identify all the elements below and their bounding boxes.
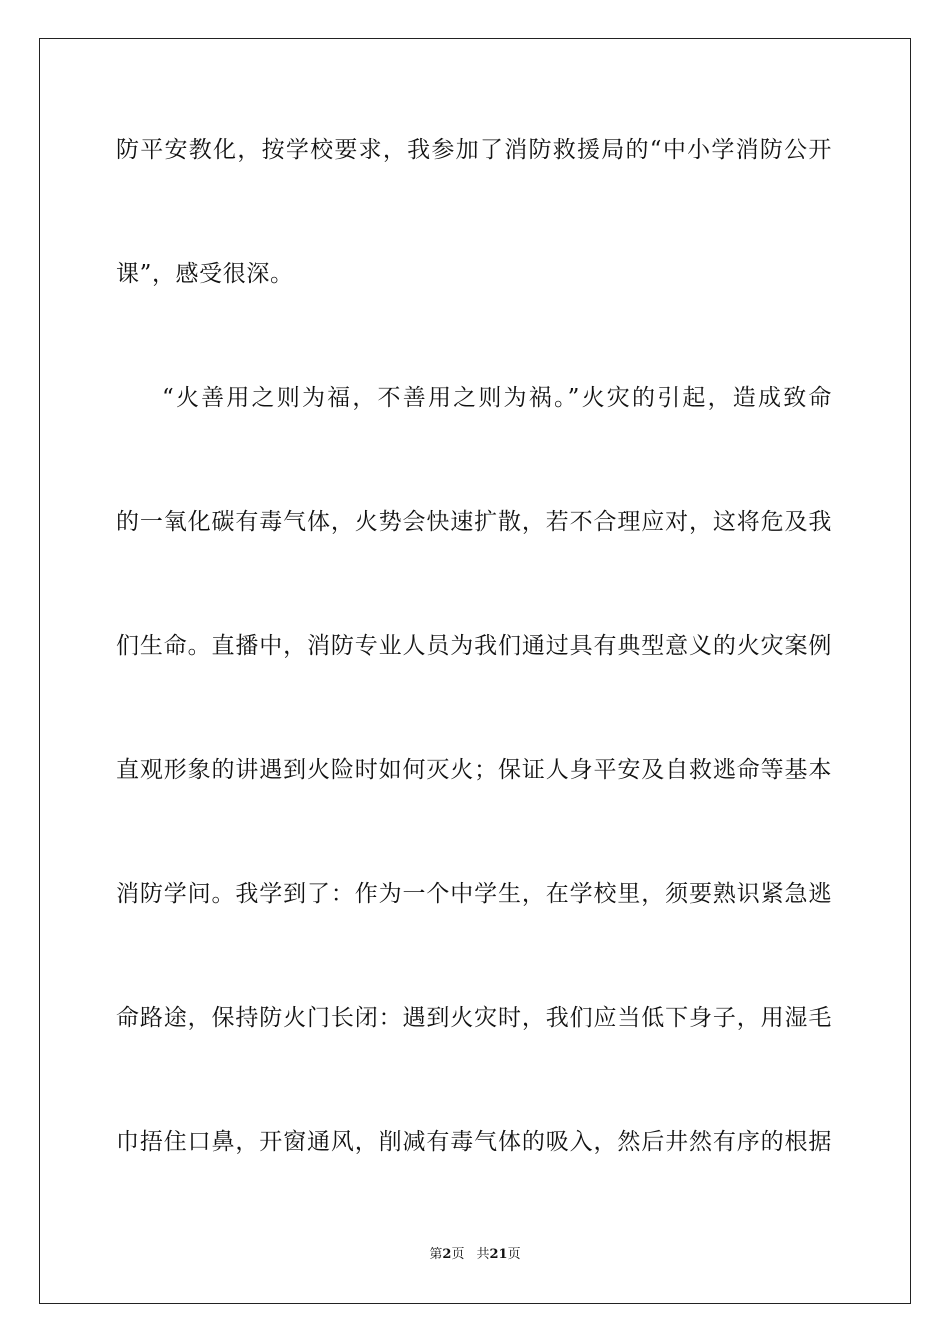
text-line: 消防学问。我学到了：作为一个中学生，在学校里，须要熟识紧急逃 — [116, 881, 832, 907]
text-line: 命路途，保持防火门长闭：遇到火灾时，我们应当低下身子，用湿毛 — [116, 1005, 832, 1031]
text-line: 的一氧化碳有毒气体，火势会快速扩散，若不合理应对，这将危及我 — [116, 509, 832, 535]
text-line: 巾捂住口鼻，开窗通风，削减有毒气体的吸入，然后井然有序的根据 — [116, 1129, 832, 1155]
page-border — [39, 38, 911, 1304]
text-line: “火善用之则为福，不善用之则为祸。”火灾的引起，造成致命 — [162, 385, 832, 411]
page-footer — [0, 1246, 950, 1264]
total-suffix: 页 — [507, 1247, 521, 1262]
text-line: 们生命。直播中，消防专业人员为我们通过具有典型意义的火灾案例 — [116, 633, 832, 659]
page-number: 2 — [442, 1247, 452, 1262]
total-pages: 21 — [489, 1247, 508, 1262]
page-prefix: 第 — [429, 1247, 443, 1262]
text-line: 直观形象的讲遇到火险时如何灭火；保证人身平安及自救逃命等基本 — [116, 757, 832, 783]
text-line: 课”，感受很深。 — [116, 261, 294, 287]
text-line: 防平安教化，按学校要求，我参加了消防救援局的“中小学消防公开 — [116, 137, 832, 163]
page-suffix: 页 — [451, 1247, 465, 1262]
total-prefix: 共 — [476, 1247, 490, 1262]
